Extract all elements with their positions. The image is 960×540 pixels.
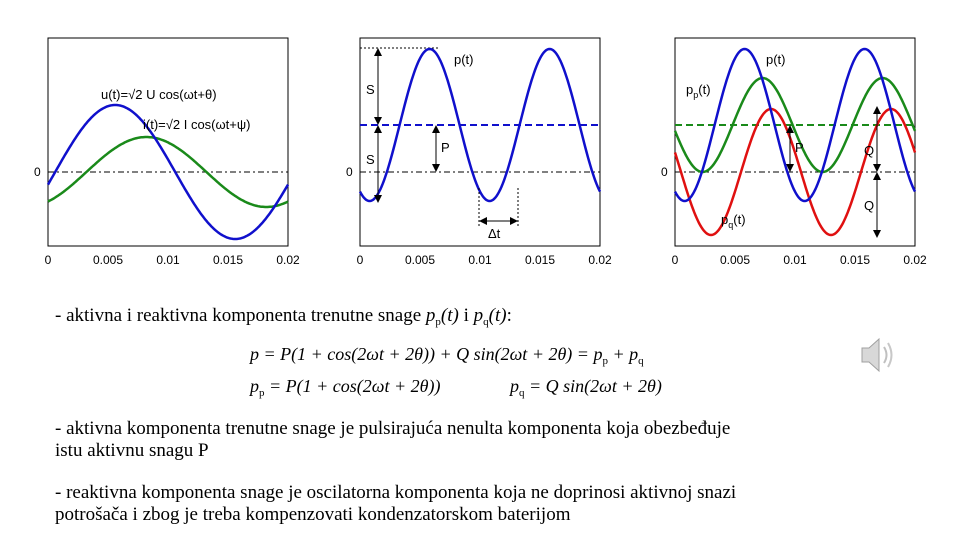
x-tick-label: 0	[44, 253, 52, 267]
x-tick-label: 0.015	[212, 253, 244, 267]
x-tick-label: 0.005	[404, 253, 436, 267]
delta-t-label: Δt	[488, 226, 501, 241]
pp-label: $p_p(t)$	[686, 82, 711, 100]
x-tick-label: 0	[356, 253, 364, 267]
x-tick-label: 0.015	[524, 253, 556, 267]
x-tick-label: 0.02	[903, 253, 927, 267]
power-label: p(t)	[454, 52, 474, 67]
voltage-label: u(t)=√2 U cos(ωt+θ)	[101, 87, 217, 102]
x-tick-label: 0.02	[276, 253, 300, 267]
x-tick-label: 0.01	[156, 253, 180, 267]
power-label: p(t)	[766, 52, 786, 67]
power-equation: p = P(1 + cos(2ωt + 2θ)) + Q $\sin(2\omega t + 2\theta) = p_p + p_q$	[250, 344, 644, 367]
current-label: i(t)=√2 I cos(ωt+ψ)	[143, 117, 251, 132]
active-component-equation: $p_p = P(1 + \cos(2\omega t + 2\theta))$	[250, 376, 441, 399]
x-tick-label: 0.005	[92, 253, 124, 267]
x-tick-label: 0.015	[839, 253, 871, 267]
x-tick-label: 0.005	[719, 253, 751, 267]
components-intro: - aktivna i reaktivna komponenta trenutne snage $p_p(t)$ i $p_q(t)$:	[55, 305, 512, 328]
power-components-plot	[655, 28, 935, 273]
reactive-component-equation: $p_q = Q$ sin(2ωt + 2θ)	[510, 376, 662, 399]
x-tick-label: 0.01	[783, 253, 807, 267]
voltage-current-plot	[30, 28, 305, 273]
q-top-label: Q	[864, 143, 875, 158]
speaker-icon[interactable]	[858, 333, 898, 377]
instantaneous-power-plot	[340, 28, 620, 273]
s-bottom-label: S	[366, 152, 375, 167]
zero-label: 0	[661, 165, 668, 179]
pq-label: $p_q(t)$	[721, 212, 746, 230]
zero-label: 0	[346, 165, 353, 179]
p-label: P	[795, 140, 804, 155]
active-component-paragraph: - aktivna komponenta trenutne snage je pulsirajuća nenulta komponenta koja obezbeđuje istu aktivnu snagu P	[55, 418, 731, 461]
reactive-component-paragraph: - reaktivna komponenta snage je oscilatorna komponenta koja ne doprinosi aktivnoj snazi potrošača i zbog je treba kompenzovati kondenzatorskom baterijom	[55, 482, 737, 525]
x-tick-label: 0.01	[468, 253, 492, 267]
s-top-label: S	[366, 82, 375, 97]
x-tick-label: 0.02	[588, 253, 612, 267]
zero-label: 0	[34, 165, 41, 179]
x-tick-label: 0	[671, 253, 679, 267]
q-bottom-label: Q	[864, 198, 875, 213]
p-label: P	[441, 140, 450, 155]
